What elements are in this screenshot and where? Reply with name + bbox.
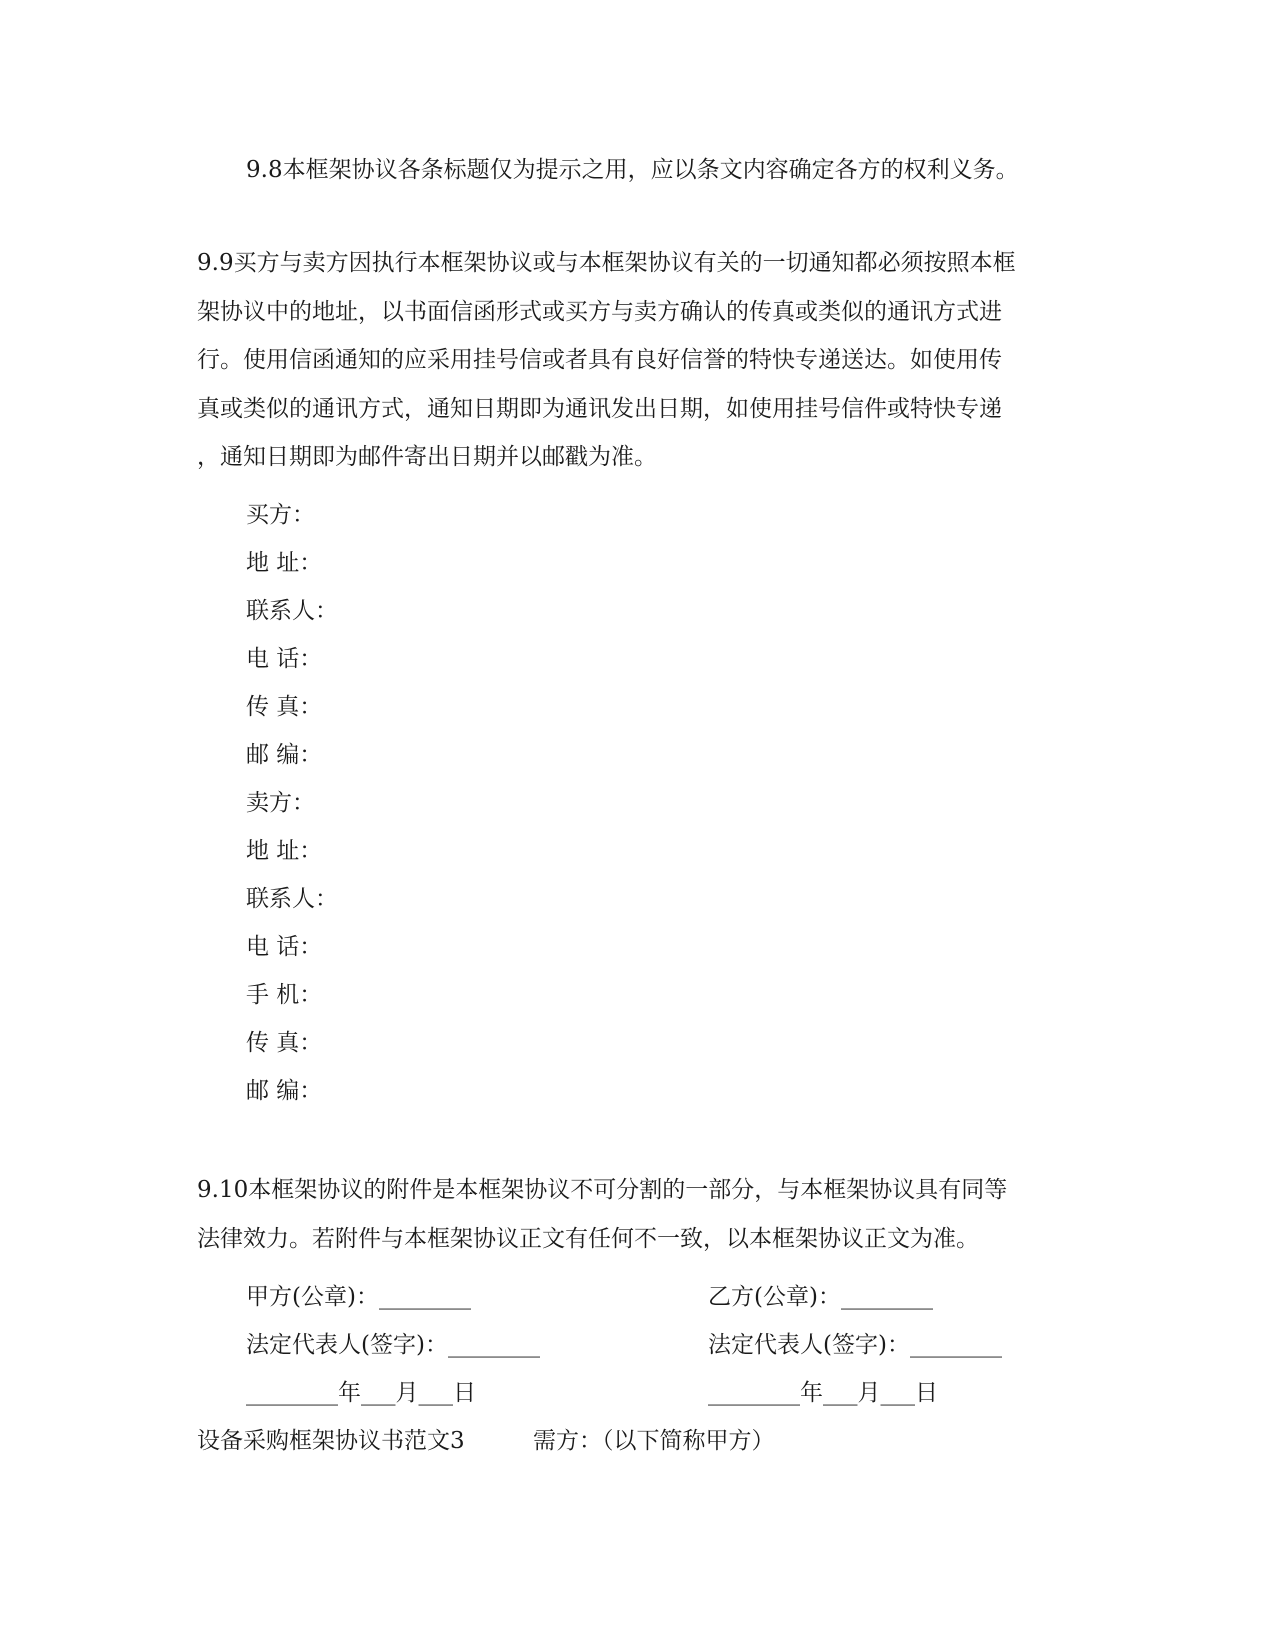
seller-phone-label: 电 话： [246, 934, 323, 960]
clause-9-9 [197, 239, 1077, 482]
clause-9-9-line: 真或类似的通讯方式，通知日期即为通讯发出日期，如使用挂号信件或特快专递 [197, 395, 1002, 422]
clause-9-9-line: 9.9买方与卖方因执行本框架协议或与本框架协议有关的一切通知都必须按照本框 [197, 250, 1016, 276]
clause-9-10 [197, 1166, 1077, 1263]
party-a-representative: 法定代表人(签字)：________ [246, 1332, 540, 1358]
clause-9-10-line: 9.10本框架协议的附件是本框架协议不可分割的一部分，与本框架协议具有同等 [197, 1177, 1008, 1203]
clause-9-9-line: 架协议中的地址，以书面信函形式或买方与卖方确认的传真或类似的通讯方式进 [197, 298, 1002, 325]
seller-mobile-label: 手 机： [246, 982, 323, 1008]
party-a-date: ________年___月___日 [246, 1380, 476, 1406]
next-document-title: 设备采购框架协议书范文3 [197, 1428, 465, 1454]
buyer-contact-label: 联系人： [246, 598, 338, 624]
buyer-fax-label: 传 真： [246, 694, 323, 720]
clause-9-9-line: 行。使用信函通知的应采用挂号信或者具有良好信誉的特快专递送达。如使用传 [197, 347, 1002, 373]
buyer-title: 买方： [246, 502, 315, 528]
clause-9-8: 9.8本框架协议各条标题仅为提示之用，应以条文内容确定各方的权利义务。 [246, 157, 1019, 183]
seller-postcode-label: 邮 编： [246, 1078, 323, 1104]
seller-contact-label: 联系人： [246, 886, 338, 912]
party-b-date: ________年___月___日 [708, 1380, 938, 1406]
party-a-seal: 甲方(公章)：________ [246, 1284, 471, 1310]
buyer-address-label: 地 址： [246, 550, 323, 576]
clause-9-10-line: 法律效力。若附件与本框架协议正文有任何不一致，以本框架协议正文为准。 [197, 1225, 979, 1252]
seller-title: 卖方： [246, 790, 315, 816]
buyer-postcode-label: 邮 编： [246, 742, 323, 768]
clause-9-9-line: ，通知日期即为邮件寄出日期并以邮戳为准。 [197, 444, 657, 470]
buyer-phone-label: 电 话： [246, 646, 323, 672]
party-b-representative: 法定代表人(签字)：________ [708, 1332, 1002, 1358]
party-b-seal: 乙方(公章)：________ [708, 1284, 933, 1310]
seller-address-label: 地 址： [246, 838, 323, 864]
demander-label: 需方：（以下简称甲方） [533, 1428, 775, 1454]
seller-fax-label: 传 真： [246, 1030, 323, 1056]
